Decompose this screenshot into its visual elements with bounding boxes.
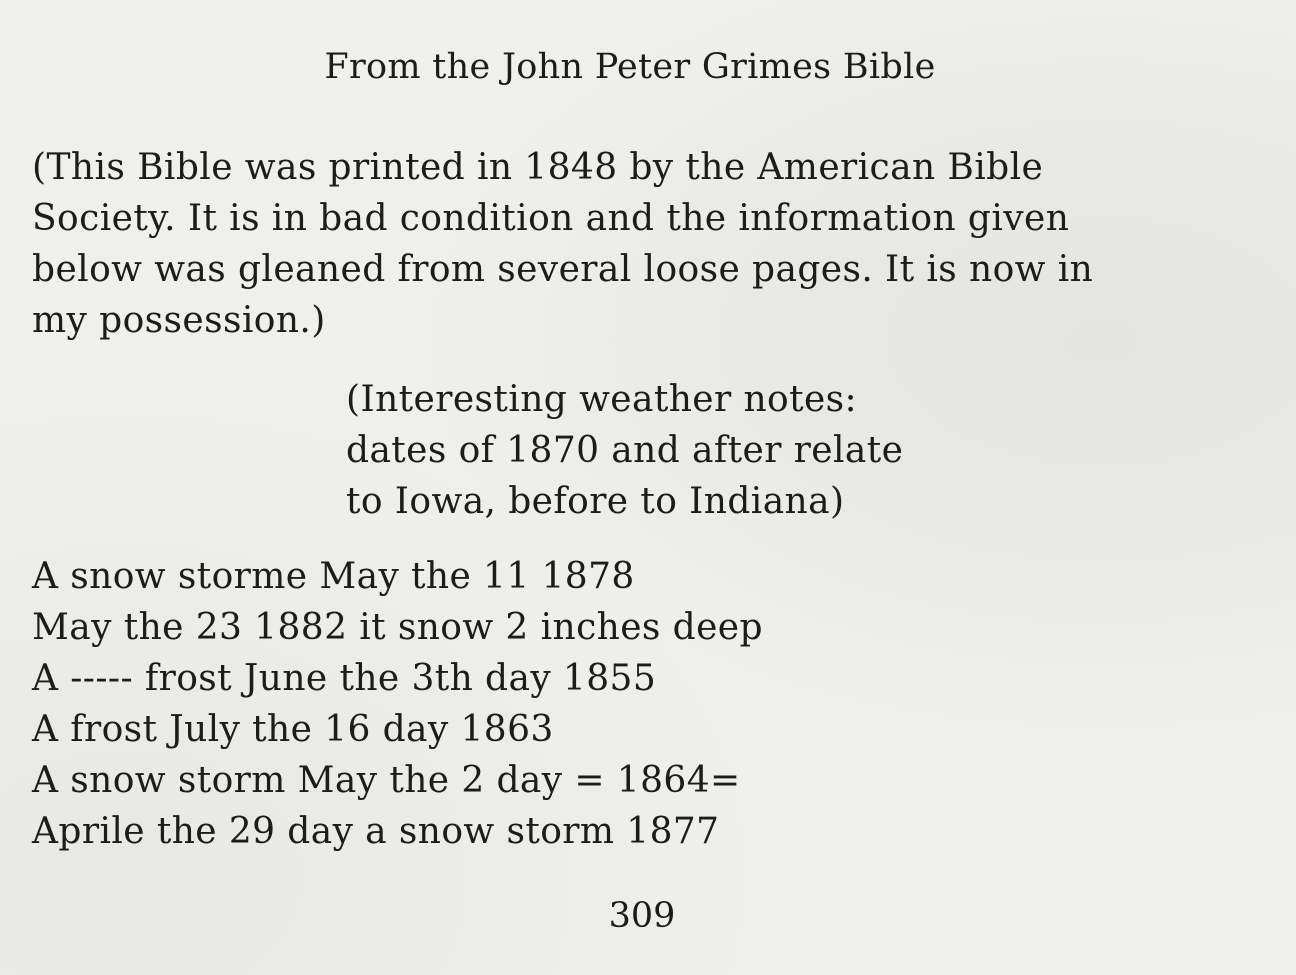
page-title [0,44,1296,90]
note-line: (Interesting weather notes: [346,379,858,420]
intro-line: my possession.) [32,300,326,341]
note-line: dates of 1870 and after relate [346,430,904,471]
list-item: Aprile the 29 day a snow storm 1877 [32,811,720,852]
list-item: A frost July the 16 day 1863 [32,709,554,750]
weather-entries-list [32,551,763,857]
intro-paragraph [32,142,1272,346]
list-item: A snow storme May the 11 1878 [32,556,635,597]
note-line: to Iowa, before to Indiana) [346,481,845,522]
weather-note [346,374,903,527]
intro-line: (This Bible was printed in 1848 by the American Bible [32,147,1044,188]
list-item: A snow storm May the 2 day = 1864= [32,760,741,801]
page-number [0,893,1296,939]
list-item: A ----- frost June the 3th day 1855 [32,658,657,699]
list-item: May the 23 1882 it snow 2 inches deep [32,607,763,648]
page-title-text: From the John Peter Grimes Bible [324,47,936,87]
intro-line: Society. It is in bad condition and the information given [32,198,1070,239]
page-number-text: 309 [608,896,676,936]
intro-line: below was gleaned from several loose pages. It is now in [32,249,1094,290]
